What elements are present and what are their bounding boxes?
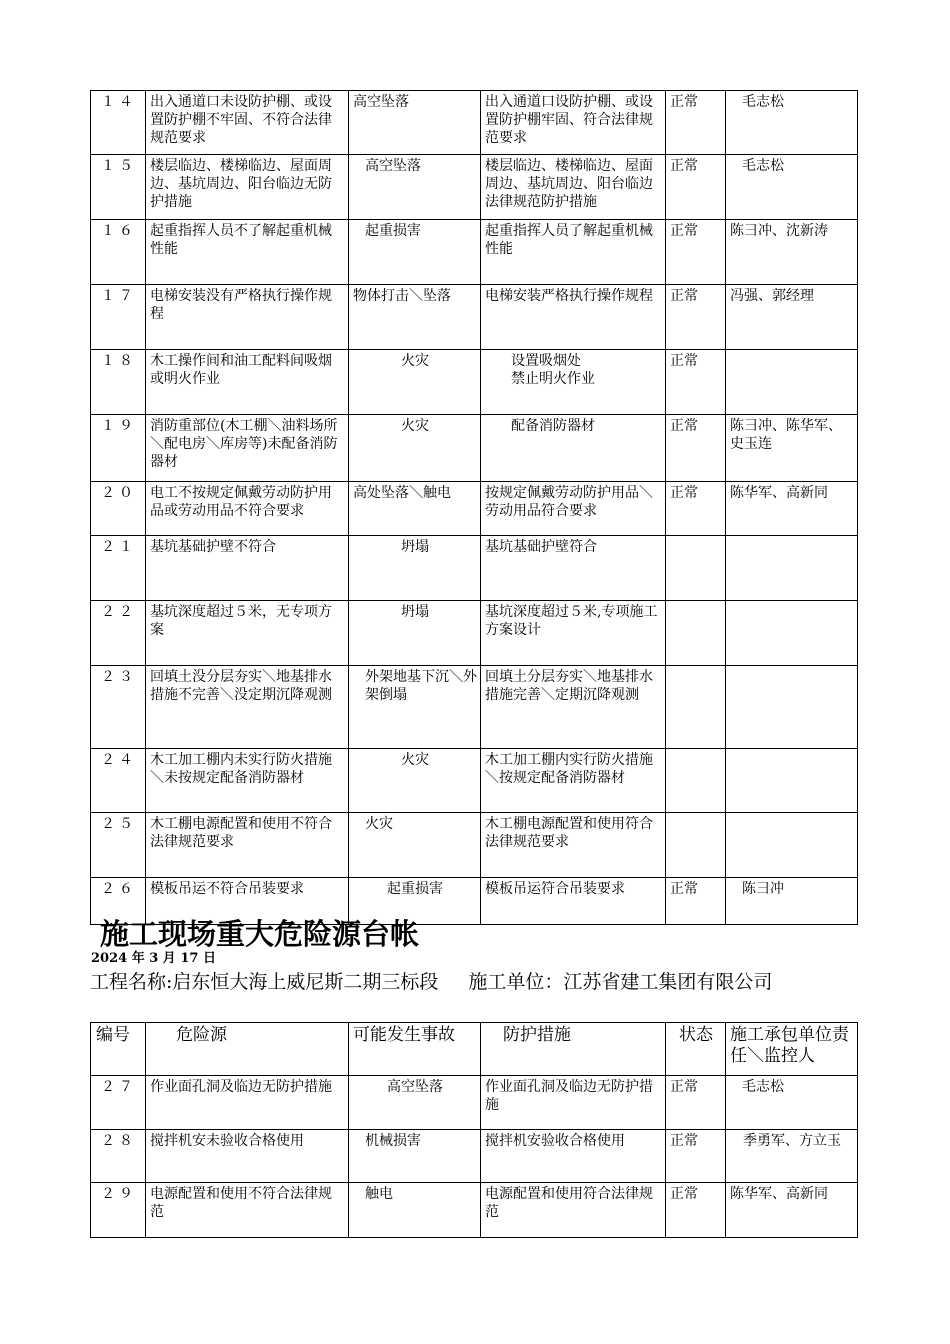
table-row (91, 1183, 858, 1238)
table-row (91, 666, 858, 749)
accident-cell: 火灾 (349, 749, 481, 813)
accident-cell: 外架地基下沉＼外架倒塌 (349, 666, 481, 749)
accident-cell: 高空坠落 (349, 155, 481, 220)
measure-cell: 设置吸烟处 禁止明火作业 (481, 350, 666, 415)
hazard-cell: 作业面孔洞及临边无防护措施 (146, 1076, 349, 1130)
responsible-person-cell: 毛志松 (726, 1076, 858, 1130)
header-hazard: 危险源 (146, 1023, 349, 1076)
measure-cell: 模板吊运符合吊装要求 (481, 878, 666, 925)
status-cell: 正常 (666, 415, 726, 482)
responsible-person-cell (726, 350, 858, 415)
measure-cell: 基坑基础护壁符合 (481, 536, 666, 601)
responsible-person-cell (726, 813, 858, 878)
hazard-ledger-table (90, 1022, 858, 1238)
measure-cell: 搅拌机安验收合格使用 (481, 1130, 666, 1183)
measure-cell: 电源配置和使用符合法律规范 (481, 1183, 666, 1238)
accident-cell: 火灾 (349, 813, 481, 878)
accident-cell: 坍塌 (349, 601, 481, 666)
accident-cell: 触电 (349, 1183, 481, 1238)
header-accident: 可能发生事故 (349, 1023, 481, 1076)
responsible-person-cell: 陈华军、高新同 (726, 1183, 858, 1238)
status-cell (666, 666, 726, 749)
responsible-person-cell (726, 601, 858, 666)
table-header-row (91, 1023, 858, 1076)
row-number: ２６ (91, 878, 146, 925)
responsible-person-cell: 陈彐冲 (726, 878, 858, 925)
status-cell: 正常 (666, 1076, 726, 1130)
accident-cell: 火灾 (349, 350, 481, 415)
hazard-cell: 基坑深度超过５米，无专项方案 (146, 601, 349, 666)
measure-cell: 回填土分层夯实＼地基排水措施完善＼定期沉降观测 (481, 666, 666, 749)
status-cell: 正常 (666, 482, 726, 536)
hazard-cell: 电梯安装没有严格执行操作规程 (146, 285, 349, 350)
responsible-person-cell (726, 749, 858, 813)
table-row (91, 536, 858, 601)
row-number: ２２ (91, 601, 146, 666)
status-cell (666, 749, 726, 813)
responsible-person-cell (726, 666, 858, 749)
measure-cell: 出入通道口设防护棚、或设置防护棚牢固、符合法律规范要求 (481, 91, 666, 155)
accident-cell: 高处坠落＼触电 (349, 482, 481, 536)
responsible-person-cell: 毛志松 (726, 91, 858, 155)
hazard-cell: 木工操作间和油工配料间吸烟或明火作业 (146, 350, 349, 415)
hazard-cell: 模板吊运不符合吊装要求 (146, 878, 349, 925)
hazard-cell: 出入通道口未设防护棚、或设置防护棚不牢固、不符合法律规范要求 (146, 91, 349, 155)
measure-cell: 楼层临边、楼梯临边、屋面周边、基坑周边、阳台临边法律规范防护措施 (481, 155, 666, 220)
measure-cell: 电梯安装严格执行操作规程 (481, 285, 666, 350)
table-row (91, 813, 858, 878)
hazard-cell: 回填土没分层夯实＼地基排水措施不完善＼没定期沉降观测 (146, 666, 349, 749)
project-info (90, 970, 860, 994)
table-row (91, 601, 858, 666)
status-cell: 正常 (666, 1183, 726, 1238)
record-date: 2024 年 3 月 17 日 (91, 951, 216, 966)
row-number: １９ (91, 415, 146, 482)
accident-cell: 起重损害 (349, 878, 481, 925)
accident-cell: 高空坠落 (349, 1076, 481, 1130)
status-cell: 正常 (666, 350, 726, 415)
status-cell: 正常 (666, 878, 726, 925)
status-cell: 正常 (666, 220, 726, 285)
hazard-cell: 木工加工棚内未实行防火措施＼未按规定配备消防器材 (146, 749, 349, 813)
hazard-cell: 搅拌机安未验收合格使用 (146, 1130, 349, 1183)
hazard-cell: 木工棚电源配置和使用不符合法律规范要求 (146, 813, 349, 878)
responsible-person-cell: 毛志松 (726, 155, 858, 220)
accident-cell: 火灾 (349, 415, 481, 482)
measure-cell: 配备消防器材 (481, 415, 666, 482)
hazard-cell: 电工不按规定佩戴劳动防护用品或劳动用品不符合要求 (146, 482, 349, 536)
table-row (91, 220, 858, 285)
header-measure: 防护措施 (481, 1023, 666, 1076)
status-cell: 正常 (666, 285, 726, 350)
row-number: １６ (91, 220, 146, 285)
table-row (91, 1130, 858, 1183)
accident-cell: 机械损害 (349, 1130, 481, 1183)
project-name: 工程名称:启东恒大海上威尼斯二期三标段 (90, 971, 439, 993)
responsible-person-cell: 陈彐冲、沈新涛 (726, 220, 858, 285)
table-row (91, 285, 858, 350)
responsible-person-cell: 陈华军、高新同 (726, 482, 858, 536)
hazard-cell: 电源配置和使用不符合法律规范 (146, 1183, 349, 1238)
measure-cell: 作业面孔洞及临边无防护措施 (481, 1076, 666, 1130)
row-number: １４ (91, 91, 146, 155)
row-number: １７ (91, 285, 146, 350)
table-row (91, 155, 858, 220)
row-number: ２９ (91, 1183, 146, 1238)
status-cell (666, 813, 726, 878)
row-number: ２７ (91, 1076, 146, 1130)
table-row (91, 350, 858, 415)
table-row (91, 482, 858, 536)
hazard-cell: 楼层临边、楼梯临边、屋面周边、基坑周边、阳台临边无防护措施 (146, 155, 349, 220)
status-cell (666, 601, 726, 666)
hazard-table-body (91, 91, 858, 925)
hazard-cell: 消防重部位(木工棚＼油料场所＼配电房＼库房等)未配备消防器材 (146, 415, 349, 482)
hazard-cell: 起重指挥人员不了解起重机械性能 (146, 220, 349, 285)
header-status: 状态 (666, 1023, 726, 1076)
table-row (91, 415, 858, 482)
row-number: ２１ (91, 536, 146, 601)
accident-cell: 起重损害 (349, 220, 481, 285)
header-person: 施工承包单位责任＼监控人 (726, 1023, 858, 1076)
measure-cell: 木工加工棚内实行防火措施＼按规定配备消防器材 (481, 749, 666, 813)
table-row (91, 91, 858, 155)
measure-cell: 按规定佩戴劳动防护用品＼劳动用品符合要求 (481, 482, 666, 536)
page-title: 施工现场重大危险源台帐 (100, 917, 420, 951)
row-number: ２５ (91, 813, 146, 878)
status-cell: 正常 (666, 91, 726, 155)
row-number: ２０ (91, 482, 146, 536)
measure-cell: 基坑深度超过５米,专项施工方案设计 (481, 601, 666, 666)
contractor-name: 施工单位：江苏省建工集团有限公司 (468, 971, 773, 993)
status-cell: 正常 (666, 1130, 726, 1183)
responsible-person-cell: 冯强、郭经理 (726, 285, 858, 350)
responsible-person-cell: 陈彐冲、陈华军、史玉连 (726, 415, 858, 482)
row-number: ２４ (91, 749, 146, 813)
status-cell (666, 536, 726, 601)
hazard-ledger-body (91, 1076, 858, 1238)
row-number: １５ (91, 155, 146, 220)
responsible-person-cell (726, 536, 858, 601)
row-number: １８ (91, 350, 146, 415)
status-cell: 正常 (666, 155, 726, 220)
row-number: ２８ (91, 1130, 146, 1183)
responsible-person-cell: 季勇军、方立玉 (726, 1130, 858, 1183)
accident-cell: 坍塌 (349, 536, 481, 601)
accident-cell: 物体打击＼坠落 (349, 285, 481, 350)
hazard-cell: 基坑基础护壁不符合 (146, 536, 349, 601)
row-number: ２３ (91, 666, 146, 749)
header-num: 编号 (91, 1023, 146, 1076)
table-row (91, 1076, 858, 1130)
measure-cell: 木工棚电源配置和使用符合法律规范要求 (481, 813, 666, 878)
hazard-table-continued (90, 90, 858, 925)
measure-cell: 起重指挥人员了解起重机械性能 (481, 220, 666, 285)
table-row (91, 749, 858, 813)
accident-cell: 高空坠落 (349, 91, 481, 155)
